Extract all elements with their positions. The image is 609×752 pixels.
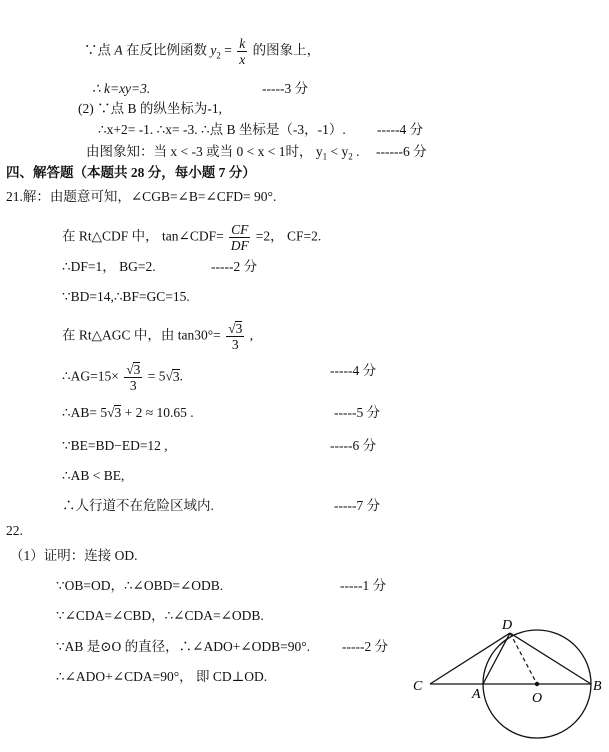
line-graph-conclusion [86,143,359,166]
q21-line-compare: ∴AB < BE, [62,468,125,483]
text: < y [327,144,349,159]
q21-line-df: ∴DF=1， BG=2. [62,259,156,274]
text: 在 Rt△AGC 中，由 tan30°= [62,327,221,343]
score-mark: -----1 分 [340,578,387,593]
q22-line-2: ∵∠CDA=∠CBD，∴∠CDA=∠ODB. [56,608,264,623]
denominator: 3 [231,337,239,352]
numerator: k [239,36,246,51]
radicand: 3 [114,405,122,420]
circle-tangent-figure [405,612,609,752]
var-y: y [210,42,217,58]
text: . [352,144,360,159]
line-db [510,633,591,684]
score-mark: -----2 分 [342,639,389,654]
q22-line-4: ∴∠ADO+∠CDA=90°， 即 CD⊥OD. [56,669,268,684]
q21-conclusion: ∴人行道不在危险区域内. [62,498,214,513]
section-title: 四、解答题（本题共 28 分，每小题 7 分） [6,165,256,180]
text: . [179,368,184,384]
label-b: B [593,679,602,694]
score-mark: -----7 分 [334,498,381,513]
text: =2， CF=2. [255,228,322,244]
subscript: 1 [322,151,328,162]
q21-line-bd: ∵BD=14,∴BF=GC=15. [62,289,190,304]
label-d: D [502,618,513,633]
var-a: A [114,42,123,58]
fraction-sqrt3-over-3 [124,362,142,393]
q21-line-tan [62,222,321,253]
denominator: DF [230,238,249,253]
numerator: √3 [126,362,141,377]
line-ad [483,633,510,684]
fraction-sqrt3-over-3 [226,321,244,352]
q22-proof-start: （1）证明：连接 OD. [10,548,138,563]
fraction-cf-df [229,222,250,253]
equals: = [224,42,232,58]
line-point-b: ∴x+2= -1. ∴x= -3. ∴点 B 坐标是（-3，-1）. [98,122,346,137]
subscript: 2 [216,50,221,61]
q21-intro: 21.解：由题意可知，∠CGB=∠B=∠CFD= 90°. [6,189,277,204]
text: = 5 [147,368,166,384]
denominator: x [239,52,246,67]
text: 在反比例函数 [126,42,207,58]
text: , [249,327,254,343]
score-mark: -----5 分 [334,405,381,420]
q21-line-be: ∵BE=BD−ED=12 , [62,438,168,453]
line-point-a [84,36,320,67]
center-point [535,682,539,686]
numerator: CF [231,222,249,237]
q21-line-ab: ∴AB= 5√3 + 2 ≈ 10.65 . [62,405,194,420]
numerator: √3 [228,321,243,336]
line-k-value: ∴ k=xy=3. [92,81,151,96]
radicand: 3 [235,321,243,336]
q22-number: 22. [6,523,23,538]
text: 由图象知：当 x < -3 或当 0 < x < 1时， y [86,144,323,159]
score-mark: -----6 分 [330,438,377,453]
q21-line-ag: ∴AG=15× $\frac{√3}{3}$ = 5√3. [62,362,184,393]
q21-line-tan30 [62,321,253,352]
text: ∴AB= 5 [62,405,108,420]
label-o: O [532,691,543,706]
fraction-k-over-x [237,36,247,67]
text: ∴AG=15× [62,368,119,384]
text: + 2 ≈ 10.65 . [121,405,194,420]
line-cd [430,633,510,684]
denominator: 3 [129,378,137,393]
q22-line-1: ∵OB=OD，∴∠OBD=∠ODB. [56,578,224,593]
score-mark: -----4 分 [330,363,377,378]
subscript: 2 [348,151,353,162]
text: 在 Rt△CDF 中， tan∠CDF= [62,228,224,244]
label-a: A [472,687,481,702]
score-mark: -----4 分 [377,122,424,137]
score-mark: -----3 分 [262,81,309,96]
text: ∵点 [84,42,111,58]
text: 的图象上， [252,42,321,58]
score-mark: -----2 分 [211,259,258,274]
q22-line-3: ∵AB 是⊙O 的直径，∴∠ADO+∠ODB=90°. [56,639,311,654]
score-mark: ------6 分 [376,144,427,159]
label-c: C [413,679,423,694]
line-od-dashed [510,633,537,684]
radicand: 3 [133,362,141,377]
radicand: 3 [172,368,180,384]
line-part2: (2) ∵点 B 的纵坐标为-1, [78,101,222,116]
